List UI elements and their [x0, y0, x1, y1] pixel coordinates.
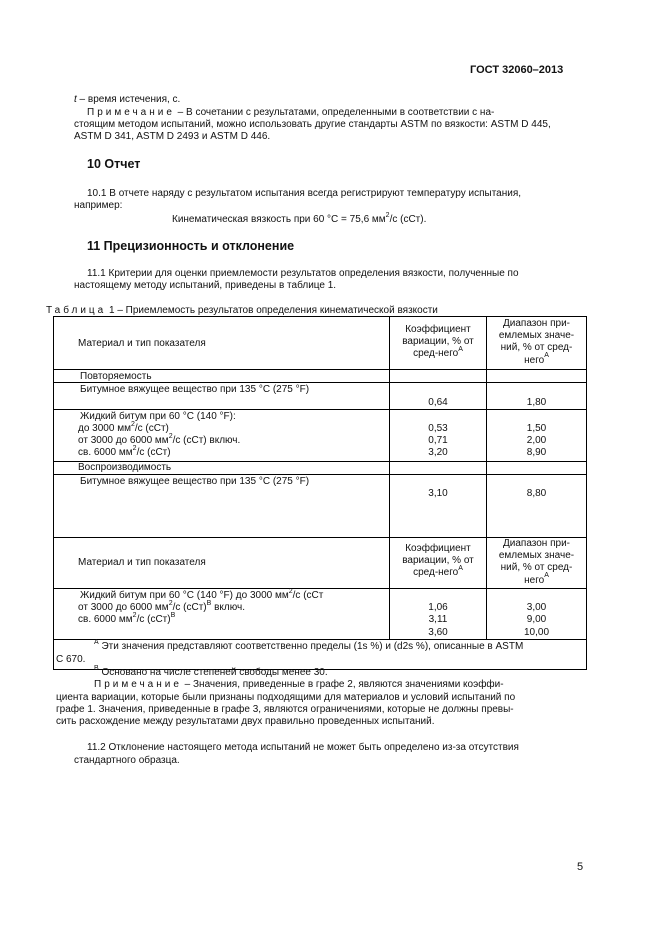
footnote-a-line2: C 670.: [56, 654, 86, 665]
table-note-word: Примечание: [94, 679, 182, 690]
liquid-cv-1: 0,53: [428, 423, 448, 434]
liquid2-row-3: [78, 611, 176, 626]
footnote-a-text: Эти значения представляют соответственно пределы (1s %) и (d2s %), описанные в ASTM: [98, 641, 524, 652]
liquid-cv-2: 0,71: [428, 435, 448, 446]
liquid2-row-2-b: /с (сСт): [172, 602, 207, 613]
liquid2-row-3-sup: 2: [132, 611, 137, 619]
bitumen-135-reprod-cv: 3,10: [428, 488, 448, 499]
col2-repeat-sup-a: A: [458, 565, 463, 573]
intro-note-text1: – В сочетании с результатами, определенными в соответствии с на-: [174, 107, 495, 118]
liquid-range-3: 8,90: [526, 447, 547, 458]
bitumen-135-reprod-range: 8,80: [526, 488, 547, 499]
liquid2-row-2-c: включ.: [211, 602, 245, 613]
table-caption-word: Таблица: [46, 305, 107, 316]
section-10-heading: 10 Отчет: [87, 157, 141, 171]
section-11-p1-line2: настоящему методу испытаний, приведены в таблице 1.: [74, 280, 337, 291]
reproducibility-label: Воспроизводимость: [78, 462, 172, 473]
liquid2-row-3-b: /с (сСт): [136, 614, 171, 625]
col3-header-l4-text: него: [524, 354, 545, 366]
col2-header-l1: Коэффициент: [405, 324, 471, 335]
col3-header-l2: емлемых значе-: [498, 330, 575, 342]
liquid-row-3-b: /с (сСт): [136, 447, 171, 458]
t-definition-text: – время истечения, с.: [76, 94, 181, 105]
section-11-heading: 11 Прецизионность и отклонение: [87, 239, 295, 253]
intro-note-line1: [87, 107, 494, 120]
liquid-range-2: 2,00: [526, 435, 547, 446]
liquid-row-2-a: от 3000 до 6000 мм: [78, 435, 169, 446]
liquid-row-3-a: св. 6000 мм: [78, 447, 133, 458]
intro-note-line3: ASTM D 341, ASTM D 2493 и ASTM D 446.: [74, 131, 271, 142]
col2-header-repeat-l1: Коэффициент: [405, 543, 471, 554]
liquid2-row-3-a: св. 6000 мм: [78, 614, 133, 625]
liquid-row-1: [78, 420, 169, 435]
section-10-example: [172, 211, 427, 227]
col2-header-l3: [390, 348, 486, 360]
liquid2-row-1-sup: 2: [288, 587, 293, 595]
table-note-line3: графе 1. Значения, приведенные в графе 3, являются ограничениями, которые не должны превы-: [56, 704, 514, 715]
col2-header-repeat-l3: [390, 567, 486, 579]
bitumen-135-repeat: Битумное вяжущее вещество при 135 °С (275 °F): [80, 384, 310, 395]
liquid-row-2: [78, 432, 241, 447]
liquid2-row-1: [80, 587, 324, 602]
bitumen-135-repeat-cv: 0,64: [428, 397, 448, 408]
col3-header: [487, 318, 586, 367]
intro-note-line2: стоящим методом испытаний, можно использовать другие стандарты ASTM по вязкости: ASTM D 445,: [74, 119, 551, 130]
footnote-b: [94, 664, 328, 679]
section-10-p1-line1: 10.1 В отчете наряду с результатом испытания всегда регистрируют температуру испытания,: [87, 188, 522, 199]
liquid-cv-3: 3,20: [428, 447, 448, 458]
footnote-a: [94, 638, 524, 653]
repeatability-label: Повторяемость: [80, 371, 152, 382]
col3-header-repeat-l4: [487, 572, 586, 587]
liquid-row-3: [78, 444, 171, 459]
liquid2-row-2-sup: 2: [168, 599, 173, 607]
table-note-line4: сить расхождение между результатами двух правильно проведенных испытаний.: [56, 716, 435, 727]
liquid2-cv-2: 3,11: [428, 614, 448, 625]
table-note-line1: [94, 679, 504, 691]
table-note-line2: циента вариации, которые были признаны подходящими для материалов и условий испытаний по: [56, 692, 516, 703]
liquid-range-1: 1,50: [526, 423, 547, 434]
page-number: 5: [577, 861, 584, 873]
col3-header-repeat: [487, 538, 586, 587]
liquid-row-2-sup: 2: [168, 432, 173, 440]
col2-header-repeat: [390, 543, 486, 580]
liquid2-row-2-supb: B: [206, 599, 212, 607]
col3-header-l1: Диапазон при-: [502, 318, 570, 329]
example-sup: 2: [385, 211, 390, 219]
t-definition: [74, 94, 180, 107]
liquid2-row-2-a: от 3000 до 6000 мм: [78, 602, 169, 613]
col3-header-repeat-l3: ний, % от сред-: [500, 562, 573, 574]
bitumen-135-repeat-range: 1,80: [526, 397, 547, 408]
liquid2-cv-1: 1,06: [428, 602, 448, 613]
col1-header: Материал и тип показателя: [78, 338, 206, 349]
p-11-2-line1: 11.2 Отклонение настоящего метода испытаний не может быть определено из-за отсутствия: [87, 742, 519, 753]
liquid-bitumen-title: Жидкий битум при 60 °С (140 °F):: [80, 411, 236, 422]
col2-header-l2: вариации, % от: [402, 336, 474, 348]
footnote-a-mark: A: [94, 638, 99, 646]
liquid-row-1-sup: 2: [130, 420, 135, 428]
section-10-p1-line2: например:: [74, 200, 123, 211]
col3-repeat-sup-a: A: [544, 572, 549, 580]
col3-header-l3: ний, % от сред-: [500, 342, 573, 354]
liquid2-row-3-supb: B: [170, 611, 176, 619]
col3-header-repeat-l2: емлемых значе-: [498, 550, 575, 562]
example-text: Кинематическая вязкость при 60 °С = 75,6 мм: [172, 214, 386, 225]
footnote-b-text: Основано на числе степеней свободы менее 30.: [98, 667, 328, 678]
col3-header-repeat-l4-text: него: [524, 574, 545, 586]
liquid-row-3-sup: 2: [132, 444, 137, 452]
col3-header-l4: [487, 352, 586, 367]
section-11-p1-line1: 11.1 Критерии для оценки приемлемости результатов определения вязкости, полученные по: [87, 268, 519, 279]
col2-header: [390, 324, 486, 361]
col3-header-repeat-l1: Диапазон при-: [502, 538, 570, 549]
p-11-2-line2: стандартного образца.: [74, 755, 180, 766]
example-unit: /с (сСт).: [389, 214, 427, 225]
document-id: ГОСТ 32060–2013: [470, 64, 564, 76]
footnote-b-mark: B: [94, 664, 99, 672]
liquid2-row-1-a: Жидкий битум при 60 °С (140 °F) до 3000 мм: [80, 590, 289, 601]
col2-sup-a: A: [458, 346, 463, 354]
col2-header-l3-text: сред-него: [413, 348, 459, 360]
bitumen-135-reprod: Битумное вяжущее вещество при 135 °С (275 °F): [80, 476, 310, 487]
liquid2-range-2: 9,00: [526, 614, 547, 625]
t-symbol: t: [74, 94, 77, 105]
liquid-row-1-b: /с (сСт): [134, 423, 169, 434]
liquid-row-2-b: /с (сСт) включ.: [172, 435, 241, 446]
intro-note-word: Примечание: [87, 107, 175, 118]
col2-header-repeat-l2: вариации, % от: [402, 555, 474, 567]
liquid2-row-2: [78, 599, 245, 614]
table-caption-text: 1 – Приемлемость результатов определения кинематической вязкости: [106, 305, 438, 316]
table-note-text1: – Значения, приведенные в графе 2, являются значениями коэффи-: [181, 679, 504, 690]
col3-sup-a: A: [544, 352, 549, 360]
liquid2-row-1-b: /с (сСт: [292, 590, 324, 601]
liquid2-cv-3: 3,60: [428, 627, 448, 638]
liquid-row-1-a: до 3000 мм: [78, 423, 131, 434]
col1-header-repeat: Материал и тип показателя: [78, 557, 206, 568]
col2-header-repeat-l3-text: сред-него: [413, 567, 459, 579]
liquid2-range-1: 3,00: [526, 602, 547, 613]
liquid2-range-3: 10,00: [523, 627, 550, 638]
